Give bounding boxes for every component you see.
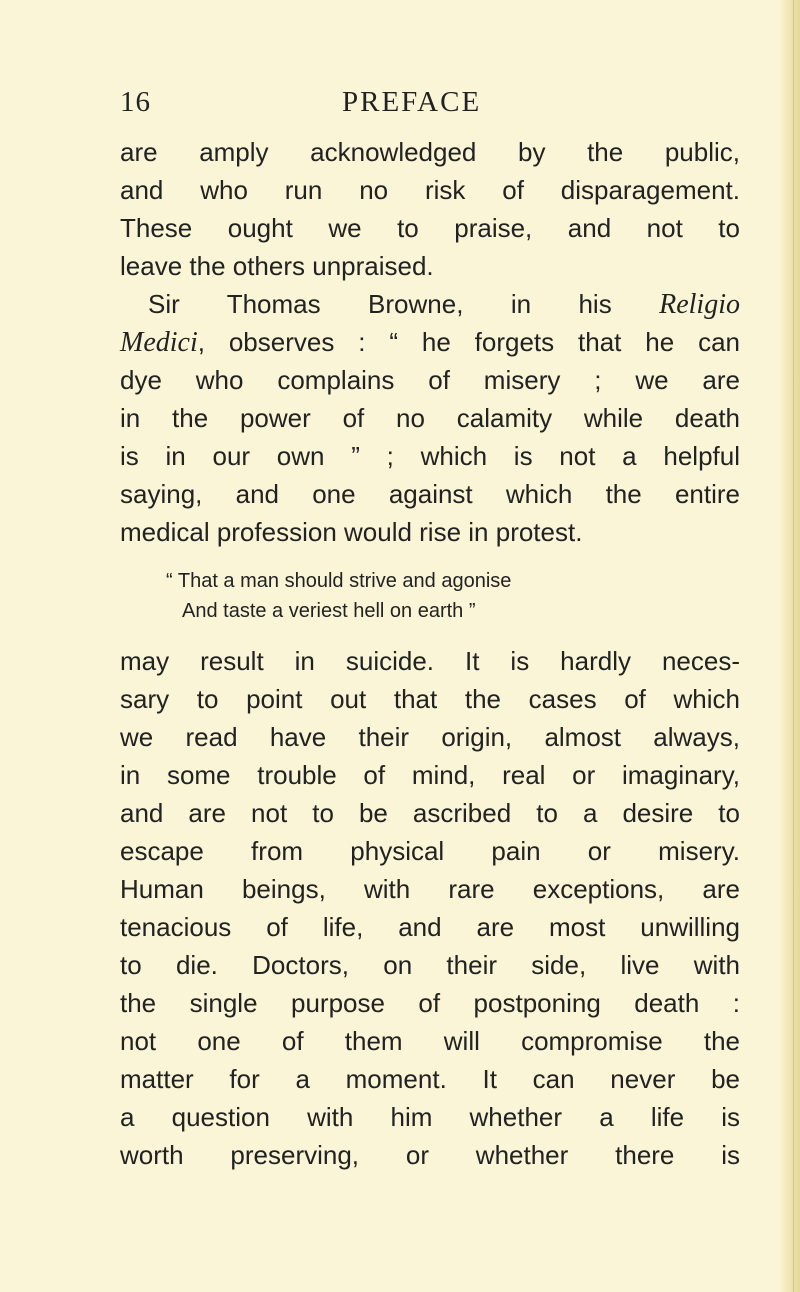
text-line: medical profession would rise in protest.: [120, 517, 583, 547]
text-segment: Sir Thomas Browne, in his: [148, 289, 660, 319]
page-edge-line: [793, 0, 794, 1292]
text-line: we read have their origin, almost always,: [120, 722, 740, 752]
text-line: Human beings, with rare exceptions, are: [120, 874, 740, 904]
text-line: saying, and one against which the entire: [120, 479, 740, 509]
text-line: worth preserving, or whether there is: [120, 1140, 740, 1170]
text-line: sary to point out that the cases of which: [120, 684, 740, 714]
text-line: leave the others unpraised.: [120, 251, 434, 281]
text-line: are amply acknowledged by the public,: [120, 137, 740, 167]
book-title-italic: Religio: [659, 289, 740, 320]
text-line: dye who complains of misery ; we are: [120, 365, 740, 395]
text-line: a question with him whether a life is: [120, 1102, 740, 1132]
body-text-lower: [120, 642, 740, 1174]
page-number: 16: [120, 86, 151, 118]
page-header: [120, 86, 740, 126]
text-line: tenacious of life, and are most unwilling: [120, 912, 740, 942]
text-line: [120, 323, 740, 361]
text-line: matter for a moment. It can never be: [120, 1064, 740, 1094]
text-line: These ought we to praise, and not to: [120, 213, 740, 243]
text-line: not one of them will compromise the: [120, 1026, 740, 1056]
page-edge: [778, 0, 800, 1292]
book-title-italic: Medici: [120, 327, 198, 358]
text-line: and are not to be ascribed to a desire to: [120, 798, 740, 828]
text-line: in some trouble of mind, real or imaginary,: [120, 760, 740, 790]
text-segment: , observes : “ he forgets that he can: [197, 327, 740, 357]
text-line: and who run no risk of disparagement.: [120, 175, 740, 205]
verse-line: And taste a veriest hell on earth ”: [182, 600, 476, 622]
text-line: in the power of no calamity while death: [120, 403, 740, 433]
text-line: escape from physical pain or misery.: [120, 836, 740, 866]
text-line: [120, 285, 740, 323]
text-line: may result in suicide. It is hardly neces-: [120, 646, 740, 676]
text-line: the single purpose of postponing death :: [120, 988, 740, 1018]
verse-quote: [120, 566, 740, 626]
text-line: to die. Doctors, on their side, live with: [120, 950, 740, 980]
body-text-upper: [120, 133, 740, 551]
verse-line: “ That a man should strive and agonise: [166, 570, 512, 592]
running-head: PREFACE: [342, 86, 482, 118]
text-line: is in our own ” ; which is not a helpful: [120, 441, 740, 471]
